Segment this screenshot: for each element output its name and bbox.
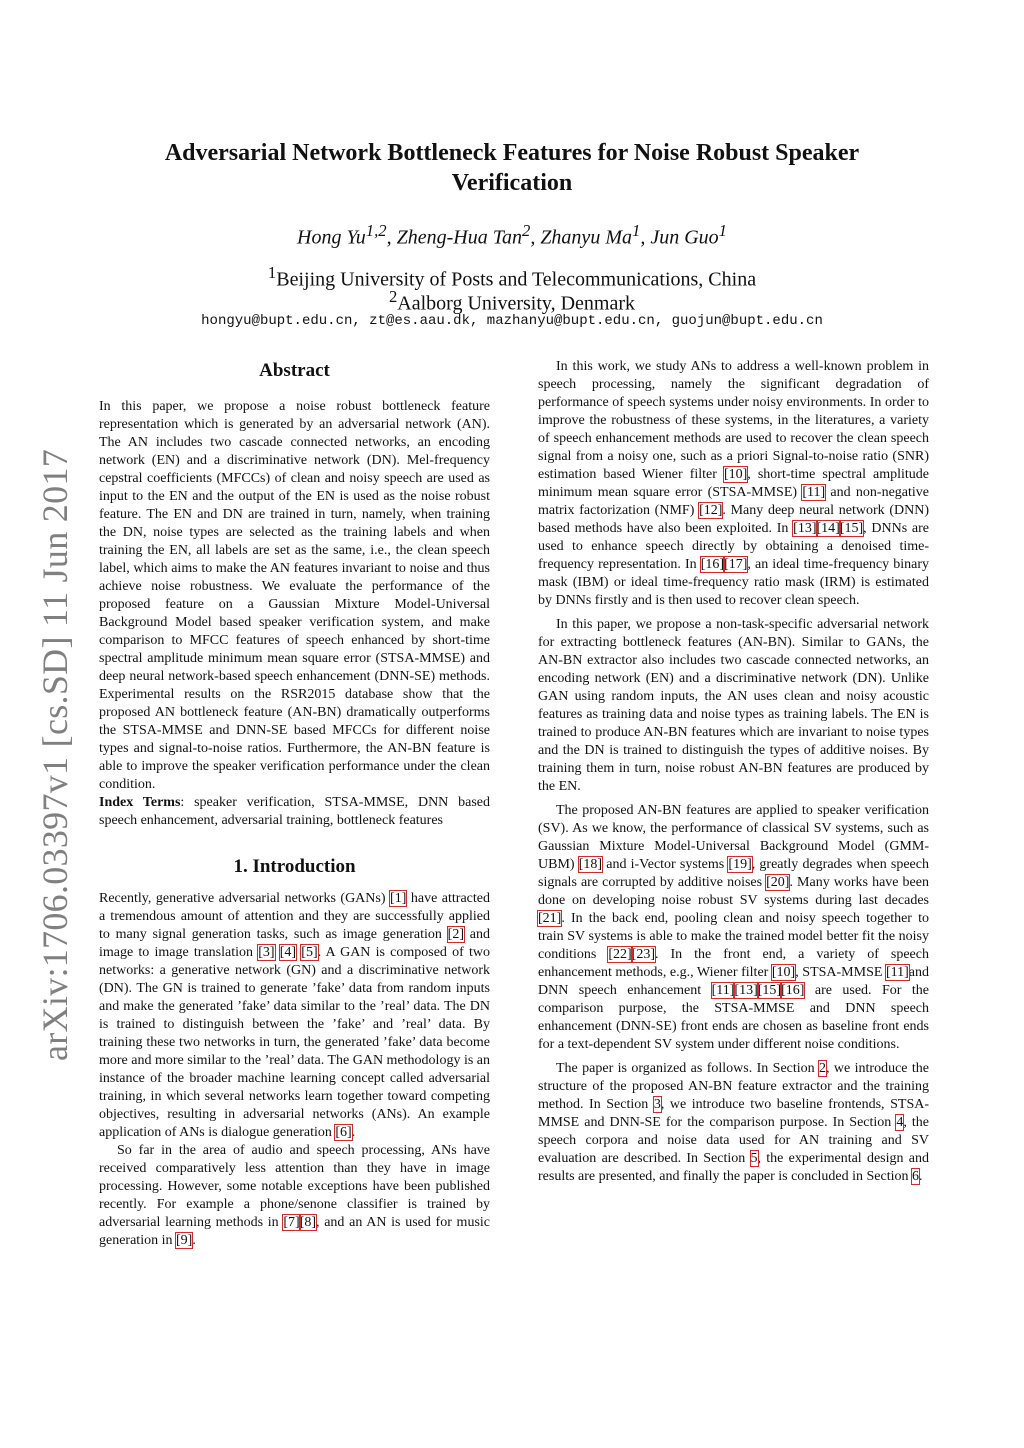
text-run: . In the front end, a variety of speech enhancement methods, e.g., Wiener filter — [538, 947, 929, 980]
citation-link[interactable]: [17] — [724, 557, 748, 572]
author-name: Zhanyu Ma — [540, 226, 632, 249]
citation-link[interactable]: [16] — [700, 557, 725, 572]
author-name: Jun Guo — [650, 226, 719, 249]
intro-paragraph-5 — [538, 802, 929, 1054]
text-run: , an ideal time-frequency binary mask (IBM) or ideal time-frequency ratio mask (IRM) is estimated by DNNs firstly and is then used to recover clean speech. — [538, 557, 929, 608]
text-run: are used. For the comparison purpose, the STSA-MMSE and DNN speech enhancement (DNN-SE) front ends are chosen as baseline front ends for a text-dependent SV system under different noise conditions. — [538, 983, 929, 1052]
text-run: . A GAN is composed of two networks: a generative network (GN) and a discriminative network (DN). The GN is trained to generate ’fake’ data from random inputs and make the generated ’fake’ data similar to the ’real’ data. The DN is trained to distinguish between the ’fake’ and ’real’ data. By training these two networks in turn, the generated ’fake’ data become more and more similar to the ’real’ data. The GAN methodology is an instance of the broader machine learning concept called adversarial training, in which several networks learn together toward competing objectives, resulting in adversarial networks (ANs). An example application of ANs is dialogue generation — [99, 945, 490, 1140]
text-run: and DNN speech enhancement — [538, 965, 929, 998]
author-affiliation-mark: 1 — [718, 221, 727, 240]
affiliation-mark: 2 — [388, 287, 398, 306]
author-separator: , — [640, 226, 651, 249]
citation-link[interactable]: [2] — [447, 927, 464, 942]
text-run: , short-time spectral amplitude minimum mean square error (STSA-MMSE) — [538, 467, 929, 500]
author-name: Zheng-Hua Tan — [396, 226, 522, 249]
text-run: So far in the area of audio and speech processing, ANs have received comparatively less attention than they have in image processing. However, some notable exceptions have been published recently. For example a phone/senone classifier is trained by adversarial learning methods in — [99, 1143, 490, 1230]
citation-link[interactable]: [4] — [279, 945, 297, 960]
intro-paragraph-6 — [538, 1060, 929, 1186]
left-column — [99, 358, 490, 1250]
citation-link[interactable]: [10] — [723, 467, 748, 482]
text-run: , STSA-MMSE — [795, 965, 886, 980]
affiliation-mark: 1 — [267, 263, 277, 282]
text-run: . In the back end, pooling clean and noisy speech together to train SV systems is able to make the trained model better fit the noisy conditions — [538, 911, 929, 962]
text-run: Recently, generative adversarial networks (GANs) — [99, 891, 391, 906]
author-affiliation-mark: 2 — [521, 221, 531, 240]
text-run: The paper is organized as follows. In Section — [556, 1061, 820, 1076]
index-terms — [99, 794, 490, 830]
citation-link[interactable]: [5] — [301, 945, 318, 960]
citation-link[interactable]: [14] — [816, 521, 840, 536]
text-run: . — [919, 1169, 923, 1184]
citation-link[interactable]: [3] — [258, 945, 275, 960]
intro-paragraph-4: In this paper, we propose a non-task-specific adversarial network for extracting bottleneck features (AN-BN). Similar to GANs, the AN-BN extractor also includes two cascade connected networks, an encoding network (EN) and a discriminative network (DN). Unlike GAN using random inputs, the AN uses clean and noisy acoustic features as training data and noise types as training labels. The EN is trained to produce AN-BN features which are invariant to noise types and the DN is trained to distinguish the types of additive noises. By training them in turn, noise robust AN-BN features are produced by the EN. — [538, 617, 929, 794]
citation-link[interactable]: [15] — [839, 521, 864, 536]
text-run: , the speech corpora and noise data used for AN training and SV evaluation are described. In Section — [538, 1115, 929, 1166]
text-run: The proposed AN-BN features are applied to speaker verification (SV). As we know, the performance of classical SV systems, such as Gaussian Mixture Model-Universal Background Model (GMM-UBM) — [538, 803, 929, 872]
section-link[interactable]: 2 — [819, 1061, 827, 1076]
text-run: . — [192, 1233, 196, 1248]
citation-link[interactable]: [16] — [781, 983, 805, 998]
text-run: . Many deep neural network (DNN) based methods have also been exploited. In — [538, 503, 929, 536]
affiliation-text: Beijing University of Posts and Telecommunications, China — [276, 268, 757, 291]
text-run: , we introduce the structure of the proposed AN-BN feature extractor and the training method. In Section — [538, 1061, 930, 1112]
citation-link[interactable]: [20] — [766, 875, 790, 890]
text-run: . Many works have been done on developing noise robust SV systems during last decades — [538, 875, 929, 908]
citation-link[interactable]: [11] — [802, 485, 826, 500]
text-run: , the experimental design and results are presented, and finally the paper is concluded in Section — [538, 1151, 929, 1184]
abstract-heading: Abstract — [259, 360, 330, 381]
citation-link[interactable]: [13] — [793, 521, 817, 536]
citation-link[interactable]: [6] — [335, 1125, 352, 1140]
index-terms-list: : speaker verification, STSA-MMSE, DNN based speech enhancement, adversarial training, bottleneck features — [99, 795, 490, 828]
citation-link[interactable]: [10] — [771, 965, 796, 980]
author-separator: , — [386, 226, 397, 249]
citation-link[interactable]: [11] — [711, 983, 735, 998]
intro-paragraph-1 — [99, 890, 490, 1142]
text-run: , greatly degrades when speech signals are corrupted by additive noises — [538, 857, 929, 890]
citation-link[interactable]: [1] — [390, 891, 407, 906]
affiliation-text: Aalborg University, Denmark — [397, 292, 636, 315]
intro-paragraph-2 — [99, 1142, 490, 1250]
paper-title: Adversarial Network Bottleneck Features for Noise Robust Speaker Verification — [164, 140, 860, 196]
citation-link[interactable]: [12] — [699, 503, 723, 518]
citation-link[interactable]: [21] — [538, 911, 562, 926]
section-link[interactable]: 5 — [750, 1151, 758, 1166]
text-run: have attracted a tremendous amount of attention and they are successfully applied to many signal generation tasks, such as image generation — [99, 891, 490, 942]
section-link[interactable]: 6 — [912, 1169, 919, 1184]
arxiv-identifier-stamp — [30, 448, 80, 1062]
author-affiliation-mark: 1 — [631, 221, 641, 240]
author-name: Hong Yu — [297, 226, 366, 249]
index-terms-label: Index Terms — [99, 795, 181, 810]
section-link[interactable]: 3 — [653, 1097, 661, 1112]
text-run: and image to image translation — [99, 927, 490, 960]
text-run — [275, 945, 280, 960]
author-emails: hongyu@bupt.edu.cn, zt@es.aau.dk, mazhanyu@bupt.edu.cn, guojun@bupt.edu.cn — [201, 313, 823, 329]
text-run: In this work, we study ANs to address a well-known problem in speech processing, namely the significant degradation of performance of speech systems under noisy environments. In order to improve the robustness of these systems, in the literatures, a variety of speech enhancement methods are used to recover the clean speech signal from a noisy one, such as a priori Signal-to-noise ratio (SNR) estimation based Wiener filter — [538, 359, 929, 482]
citation-link[interactable]: [11] — [885, 965, 909, 980]
section-link[interactable]: 4 — [896, 1115, 904, 1130]
citation-link[interactable]: [18] — [578, 857, 603, 872]
text-run: , we introduce two baseline frontends, STSA-MMSE and DNN-SE for the comparison purpose. In Section — [538, 1097, 929, 1130]
citation-link[interactable]: [8] — [299, 1215, 317, 1230]
citation-link[interactable]: [22] — [608, 947, 632, 962]
author-affiliation-mark: 1,2 — [365, 221, 387, 240]
introduction-heading: 1. Introduction — [233, 856, 356, 877]
right-column — [538, 358, 929, 1186]
citation-link[interactable]: [15] — [757, 983, 782, 998]
text-run: , DNNs are used to enhance speech directly by obtaining a denoised time-frequency representation. In — [538, 521, 930, 572]
citation-link[interactable]: [7] — [283, 1215, 300, 1230]
intro-paragraph-3 — [538, 358, 929, 610]
text-run: and non-negative matrix factorization (NMF) — [538, 485, 930, 518]
citation-link[interactable]: [9] — [175, 1233, 193, 1248]
author-list — [130, 218, 894, 251]
citation-link[interactable]: [23] — [631, 947, 655, 962]
text-run: and i-Vector systems — [602, 857, 729, 872]
text-run: , and an AN is used for music generation in — [99, 1215, 490, 1248]
citation-link[interactable]: [13] — [734, 983, 758, 998]
text-run: . — [351, 1125, 356, 1140]
abstract-text: In this paper, we propose a noise robust bottleneck feature representation which is generated by an adversarial network (AN). The AN includes two cascade connected networks, an encoding network (EN) and a discriminative network (DN). Mel-frequency cepstral coefficients (MFCCs) of clean and noisy speech are used as input to the EN and the output of the EN is used as the noise robust feature. The EN and DN are trained in turn, namely, when training the DN, noise types are selected as the training labels and when training the EN, all labels are set as the same, i.e., the clean speech label, which aims to make the AN features invariant to noise and thus achieve noise robustness. We evaluate the performance of the proposed feature on a Gaussian Mixture Model-Universal Background Model based speaker verification system, and make comparison to MFCC features of speech enhanced by short-time spectral amplitude minimum mean square error (STSA-MMSE) and deep neural network-based speech enhancement (DNN-SE) methods. Experimental results on the RSR2015 database show that the proposed AN bottleneck feature (AN-BN) dramatically outperforms the STSA-MMSE and DNN-SE based MFCCs for different noise types and signal-to-noise ratios. Furthermore, the AN-BN feature is able to improve the speaker verification performance under the clean condition. — [99, 399, 490, 792]
arxiv-stamp-text: arXiv:1706.03397v1 [cs.SD] 11 Jun 2017 — [35, 448, 75, 1062]
citation-link[interactable]: [19] — [728, 857, 752, 872]
author-separator: , — [530, 226, 541, 249]
